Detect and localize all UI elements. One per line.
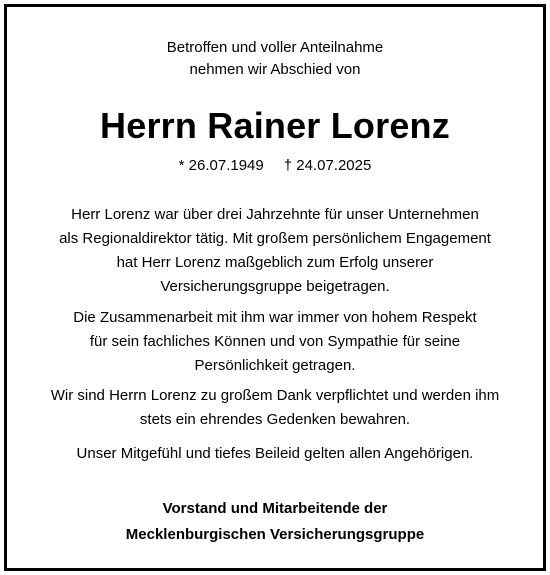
signoff-line-2: Mecklenburgischen Versicherungsgruppe <box>125 526 425 543</box>
intro-line-2: nehmen wir Abschied von <box>189 61 361 78</box>
paragraph-condolence <box>0 442 550 466</box>
paragraph-line: als Regionaldirektor tätig. Mit großem persönlichem Engagement <box>59 230 491 247</box>
paragraph-line: für sein fachliches Können und von Sympathie für seine <box>89 333 461 350</box>
signoff <box>0 496 550 548</box>
intro-line-1: Betroffen und voller Anteilnahme <box>166 39 384 56</box>
signoff-line-1: Vorstand und Mitarbeitende der <box>162 500 388 517</box>
paragraph-line: Herr Lorenz war über drei Jahrzehnte für unser Unternehmen <box>71 206 479 223</box>
paragraph-collaboration <box>0 306 550 378</box>
death-date: † 24.07.2025 <box>283 157 372 174</box>
paragraph-line: stets ein ehrendes Gedenken bewahren. <box>139 411 411 428</box>
life-dates <box>0 155 550 177</box>
intro-text <box>0 37 550 81</box>
paragraph-gratitude <box>0 384 550 432</box>
paragraph-line: hat Herr Lorenz maßgeblich zum Erfolg unserer <box>116 254 434 271</box>
paragraph-line: Persönlichkeit getragen. <box>194 357 356 374</box>
paragraph-line: Wir sind Herrn Lorenz zu großem Dank verpflichtet und werden ihm <box>50 387 500 404</box>
paragraph-line: Die Zusammenarbeit mit ihm war immer von hohem Respekt <box>73 309 477 326</box>
paragraph-line: Versicherungsgruppe beigetragen. <box>160 278 390 295</box>
paragraph-tribute <box>0 203 550 299</box>
deceased-name: Herrn Rainer Lorenz <box>100 105 450 146</box>
birth-date: * 26.07.1949 <box>178 157 264 174</box>
paragraph-line: Unser Mitgefühl und tiefes Beileid gelten allen Angehörigen. <box>76 445 474 462</box>
